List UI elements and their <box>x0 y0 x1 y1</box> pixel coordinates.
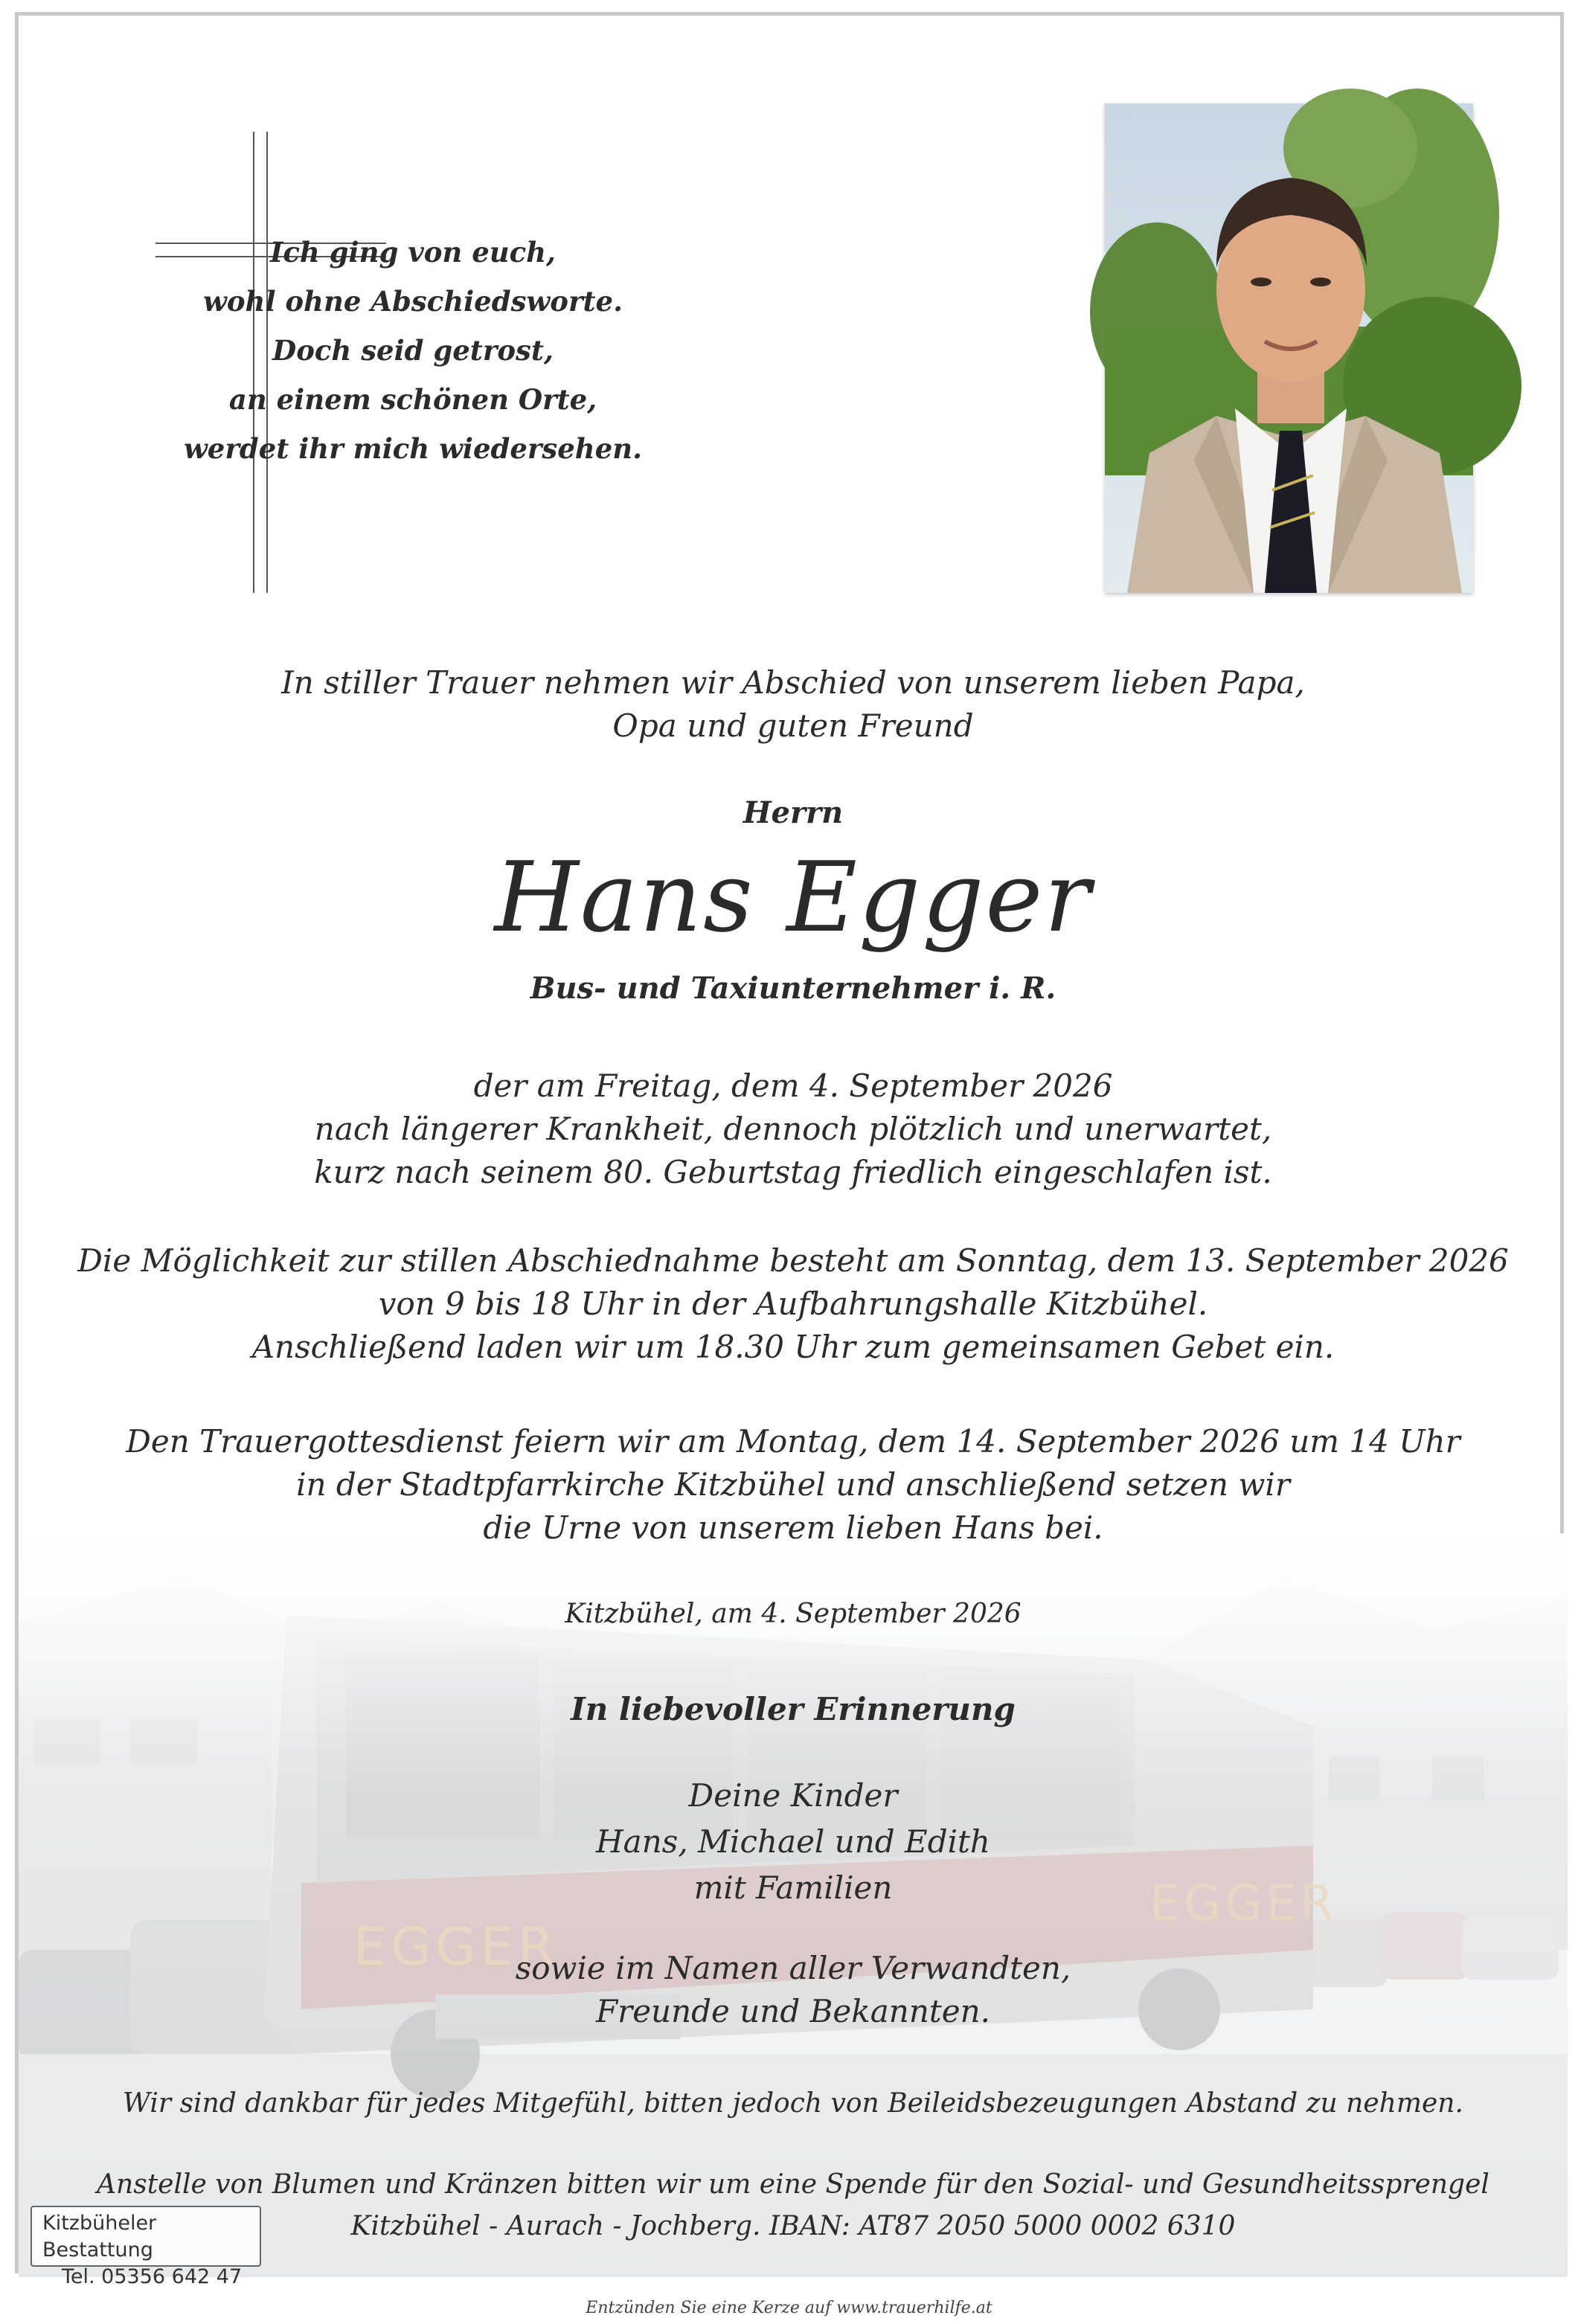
donation-line: Anstelle von Blumen und Kränzen bitten wir um eine Spende für den Sozial- und Gesundheitssprengel <box>97 2169 1489 2200</box>
funeral-line: die Urne von unserem lieben Hans bei. <box>483 1509 1103 1546</box>
poem-line: wohl ohne Abschiedsworte. <box>203 285 623 318</box>
mourners-children <box>19 1773 1568 1911</box>
gratitude-note: Wir sind dankbar für jedes Mitgefühl, bitten jedoch von Beileidsbezeugungen Abstand zu nehmen. <box>123 2088 1463 2119</box>
viewing-line: von 9 bis 18 Uhr in der Aufbahrungshalle Kitzbühel. <box>378 1285 1208 1322</box>
undertaker-name: Kitzbüheler Bestattung <box>42 2212 157 2262</box>
obituary-frame <box>15 12 1564 2288</box>
viewing-line: Die Möglichkeit zur stillen Abschiednahme besteht am Sonntag, dem 13. September 2026 <box>77 1242 1509 1279</box>
death-notice-line: nach längerer Krankheit, dennoch plötzlich und unerwartet, <box>314 1111 1272 1147</box>
mourners-line: Deine Kinder <box>688 1777 898 1814</box>
poem-line: werdet ihr mich wiedersehen. <box>183 432 643 465</box>
undertaker-phone: Tel. 05356 642 47 <box>62 2265 243 2288</box>
viewing-info <box>19 1239 1568 1369</box>
occupation: Bus- und Taxiunternehmer i. R. <box>530 971 1056 1006</box>
funeral-line: Den Trauergottesdienst feiern wir am Montag, dem 14. September 2026 um 14 Uhr <box>126 1423 1460 1460</box>
intro-text <box>19 661 1568 748</box>
portrait-photo <box>1105 103 1473 593</box>
poem <box>19 228 807 473</box>
death-notice-line: der am Freitag, dem 4. September 2026 <box>473 1068 1113 1104</box>
mourners-line: mit Familien <box>693 1869 893 1906</box>
relatives-line: sowie im Namen aller Verwandten, <box>515 1950 1071 1986</box>
donation-line: Kitzbühel - Aurach - Jochberg. IBAN: AT87 2050 5000 0002 6310 <box>350 2211 1236 2241</box>
salutation: Herrn <box>743 795 844 830</box>
funeral-info <box>19 1420 1568 1550</box>
poem-line: Doch seid getrost, <box>272 334 554 367</box>
mourners-relatives <box>19 1947 1568 2033</box>
deceased-name: Hans Egger <box>494 841 1092 954</box>
death-notice-line: kurz nach seinem 80. Geburtstag friedlich eingeschlafen ist. <box>314 1154 1272 1190</box>
place-date: Kitzbühel, am 4. September 2026 <box>565 1599 1021 1629</box>
poem-line: Ich ging von euch, <box>270 236 556 269</box>
mourners-line: Hans, Michael und Edith <box>596 1823 990 1860</box>
footer-candle-link[interactable]: Entzünden Sie eine Kerze auf www.trauerhilfe.at <box>586 2299 992 2317</box>
poem-line: an einem schönen Orte, <box>228 383 597 416</box>
funeral-line: in der Stadtpfarrkirche Kitzbühel und anschließend setzen wir <box>296 1466 1290 1503</box>
viewing-line: Anschließend laden wir um 18.30 Uhr zum gemeinsamen Gebet ein. <box>251 1329 1335 1365</box>
intro-line: Opa und guten Freund <box>612 707 974 744</box>
relatives-line: Freunde und Bekannten. <box>595 1993 991 2029</box>
intro-line: In stiller Trauer nehmen wir Abschied von unserem lieben Papa, <box>281 664 1305 701</box>
memory-heading: In liebevoller Erinnerung <box>571 1691 1016 1727</box>
undertaker-badge <box>31 2206 261 2288</box>
death-notice <box>19 1065 1568 1194</box>
